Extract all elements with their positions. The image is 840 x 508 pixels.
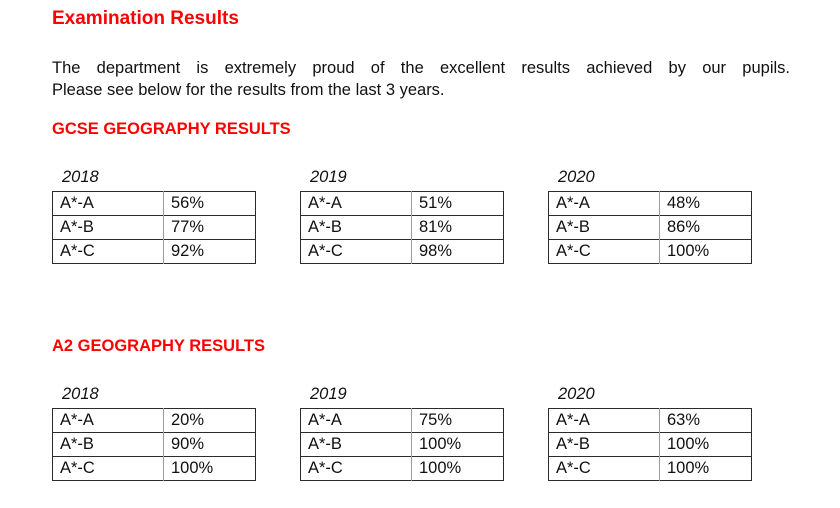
percentage-cell: 77% (164, 216, 256, 240)
percentage-cell: 100% (412, 457, 504, 481)
table-row (549, 192, 752, 216)
year-label: 2018 (62, 385, 99, 403)
grade-band-cell: A*-C (549, 240, 660, 264)
percentage-cell: 98% (412, 240, 504, 264)
percentage-cell: 90% (164, 433, 256, 457)
results-table (548, 191, 752, 264)
grade-band-cell: A*-C (549, 457, 660, 481)
results-table (300, 408, 504, 481)
gcse-2019-table-block (300, 167, 504, 264)
grade-band-cell: A*-A (301, 192, 412, 216)
table-row (53, 216, 256, 240)
year-label: 2020 (558, 385, 595, 403)
grade-band-cell: A*-C (53, 240, 164, 264)
percentage-cell: 81% (412, 216, 504, 240)
table-row (53, 433, 256, 457)
table-row (301, 457, 504, 481)
page-title: Examination Results (52, 8, 239, 29)
grade-band-cell: A*-B (549, 216, 660, 240)
grade-band-cell: A*-B (53, 433, 164, 457)
percentage-cell: 56% (171, 194, 205, 212)
results-table (300, 191, 504, 264)
percentage-cell: 92% (164, 240, 256, 264)
grade-band-cell: A*-C (301, 240, 412, 264)
section-a2-results (52, 336, 790, 481)
gcse-2020-table-block (548, 167, 752, 264)
grade-band-cell: A*-B (53, 216, 164, 240)
intro-paragraph-line-1: The department is extremely proud of the excellent results achieved by our pupils. (52, 59, 790, 77)
grade-band-cell: A*-B (301, 433, 412, 457)
table-row (301, 433, 504, 457)
gcse-2018-table-block (52, 167, 256, 264)
percentage-cell: 100% (660, 457, 752, 481)
table-row (549, 216, 752, 240)
intro-paragraph-line-2: Please see below for the results from the last 3 years. (52, 81, 445, 99)
year-label: 2018 (62, 168, 99, 186)
results-table (548, 408, 752, 481)
percentage-cell: 100% (660, 240, 752, 264)
year-label: 2019 (310, 168, 347, 186)
percentage-cell: 100% (164, 457, 256, 481)
results-table (52, 191, 256, 264)
grade-band-cell: A*-A (549, 192, 660, 216)
percentage-cell: 86% (660, 216, 752, 240)
table-row (549, 240, 752, 264)
table-row (301, 409, 504, 433)
grade-band-cell: A*-A (53, 192, 164, 216)
table-row (53, 409, 256, 433)
table-row (549, 433, 752, 457)
section-heading-gcse: GCSE GEOGRAPHY RESULTS (52, 120, 291, 138)
section-heading-a2: A2 GEOGRAPHY RESULTS (52, 337, 266, 355)
percentage-cell: 51% (419, 194, 453, 212)
grade-band-cell: A*-C (301, 457, 412, 481)
year-label: 2020 (558, 168, 595, 186)
results-table (52, 408, 256, 481)
a2-2019-table-block (300, 384, 504, 481)
table-row (301, 216, 504, 240)
section-gcse-results (52, 119, 790, 264)
a2-2018-table-block (52, 384, 256, 481)
percentage-cell: 75% (419, 411, 453, 429)
table-row (53, 457, 256, 481)
table-row (53, 192, 256, 216)
percentage-cell: 63% (667, 411, 701, 429)
grade-band-cell: A*-B (301, 216, 412, 240)
grade-band-cell: A*-A (549, 409, 660, 433)
gcse-tables-row (52, 167, 790, 264)
percentage-cell: 100% (412, 433, 504, 457)
table-row (53, 240, 256, 264)
table-row (549, 409, 752, 433)
year-label: 2019 (310, 385, 347, 403)
grade-band-cell: A*-A (53, 409, 164, 433)
a2-2020-table-block (548, 384, 752, 481)
table-row (301, 192, 504, 216)
percentage-cell: 100% (660, 433, 752, 457)
grade-band-cell: A*-B (549, 433, 660, 457)
percentage-cell: 48% (667, 194, 701, 212)
a2-tables-row (52, 384, 790, 481)
percentage-cell: 20% (171, 411, 205, 429)
grade-band-cell: A*-A (301, 409, 412, 433)
table-row (549, 457, 752, 481)
table-row (301, 240, 504, 264)
grade-band-cell: A*-C (53, 457, 164, 481)
